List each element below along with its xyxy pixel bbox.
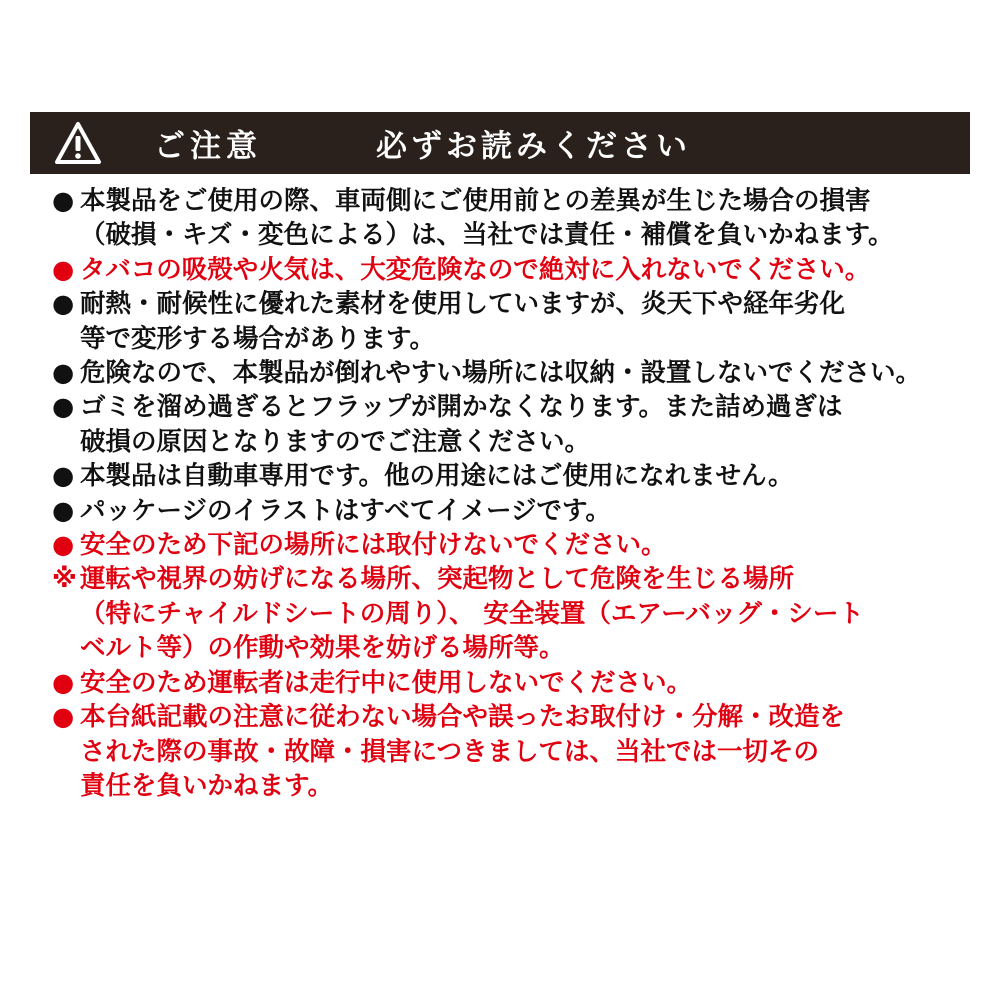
caution-note — [52, 666, 972, 700]
note-line: タバコの吸殻や火気は、大変危険なので絶対に入れないでください。 — [80, 254, 871, 285]
note-line: ベルト等）の作動や効果を妨げる場所等。 — [80, 633, 565, 664]
note-line: 本台紙記載の注意に従わない場合や誤ったお取付け・分解・改造を — [80, 702, 846, 733]
caution-header — [30, 112, 970, 174]
note-line: （特にチャイルドシートの周り）、 安全装置（エアーバッグ・シート — [80, 598, 864, 629]
note-line: 安全のため下記の場所には取付けないでください。 — [80, 530, 667, 561]
reference-mark-icon: ※ — [52, 564, 77, 595]
note-line: 安全のため運転者は走行中に使用しないでください。 — [80, 667, 693, 698]
note-line: 耐熱・耐候性に優れた素材を使用していますが、炎天下や経年劣化 — [80, 289, 846, 320]
bullet-icon: ● — [52, 254, 75, 285]
caution-note — [52, 287, 972, 356]
bullet-icon: ● — [52, 186, 75, 216]
caution-note — [52, 184, 972, 253]
caution-note — [52, 562, 972, 665]
caution-note — [52, 253, 972, 287]
caution-note — [52, 459, 972, 493]
bullet-icon: ● — [52, 392, 75, 423]
note-line: パッケージのイラストはすべてイメージです。 — [80, 495, 611, 526]
caution-note — [52, 700, 972, 803]
bullet-icon: ● — [52, 495, 75, 526]
caution-note — [52, 356, 972, 390]
note-line: 本製品をご使用の際、車両側にご使用前との差異が生じた場合の損害 — [80, 186, 871, 216]
caution-note — [52, 390, 972, 459]
caution-note — [52, 528, 972, 562]
warning-triangle-icon — [54, 120, 102, 166]
bullet-icon: ● — [52, 461, 75, 492]
caution-subtitle: 必ずお読みください — [376, 128, 691, 165]
bullet-icon: ● — [52, 358, 75, 389]
note-line: ゴミを溜め過ぎるとフラップが開かなくなります。また詰め過ぎは — [80, 392, 843, 423]
bullet-icon: ● — [52, 289, 75, 320]
note-line: された際の事故・故障・損害につきましては、当社では一切その — [80, 736, 819, 767]
note-line: 等で変形する場合があります。 — [80, 323, 435, 354]
bullet-icon: ● — [52, 530, 75, 561]
note-line: 危険なので、本製品が倒れやすい場所には収納・設置しないでください。 — [80, 358, 921, 389]
caution-notes — [52, 184, 972, 803]
caution-title: ご注意 — [154, 128, 262, 165]
bullet-icon: ● — [52, 667, 75, 698]
note-line: 運転や視界の妨げになる場所、突起物として危険を生じる場所 — [80, 564, 795, 595]
note-line: 破損の原因となりますのでご注意ください。 — [80, 426, 591, 457]
note-line: 本製品は自動車専用です。他の用途にはご使用になれません。 — [80, 461, 794, 492]
bullet-icon: ● — [52, 702, 75, 733]
caution-note — [52, 494, 972, 528]
note-line: 責任を負いかねます。 — [80, 770, 333, 801]
note-line: （破損・キズ・変色による）は、当社では責任・補償を負いかねます。 — [80, 220, 894, 251]
